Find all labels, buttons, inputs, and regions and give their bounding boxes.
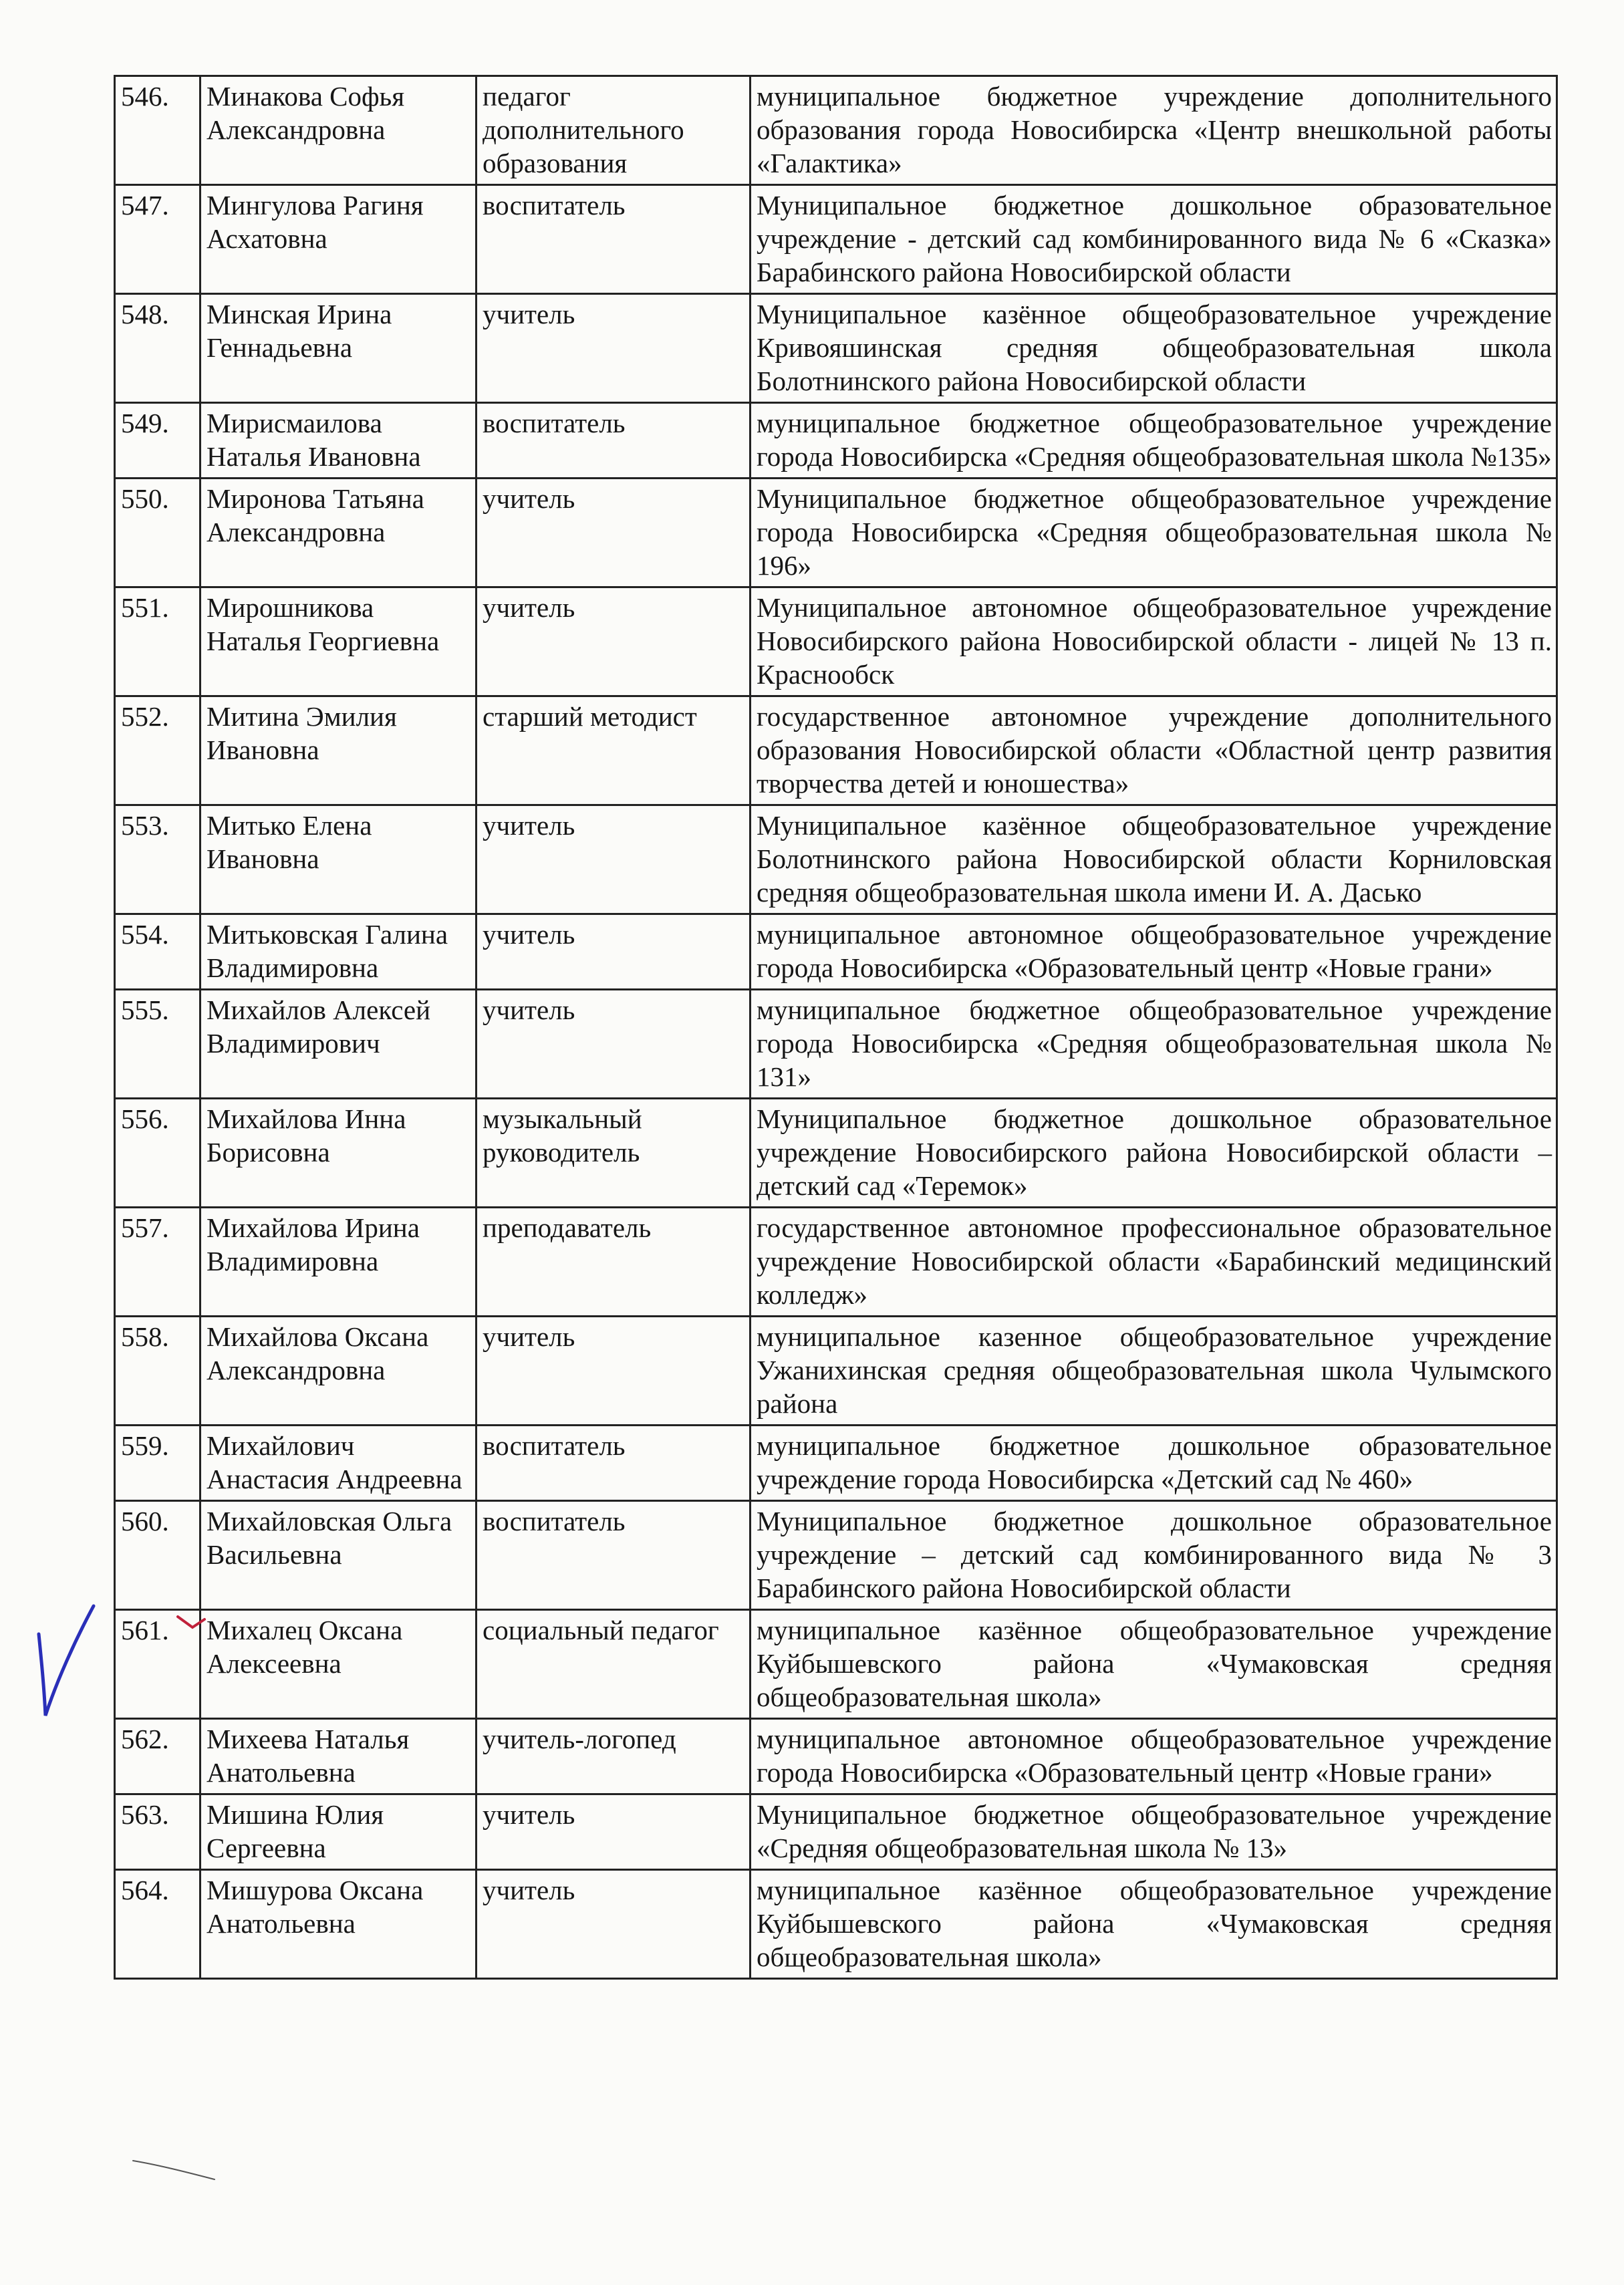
organization-cell: муниципальное автономное общеобразовательное учреждение города Новосибирска «Образовательный центр «Новые грани» — [751, 1719, 1557, 1794]
table-row — [115, 1317, 1557, 1426]
full-name-cell: Мишурова Оксана Анатольевна — [200, 1870, 477, 1979]
row-number-cell: 554. — [115, 914, 200, 990]
position-cell: учитель — [477, 914, 751, 990]
table-row — [115, 1208, 1557, 1317]
position-cell: старший методист — [477, 696, 751, 805]
row-number-cell: 555. — [115, 990, 200, 1099]
organization-cell: муниципальное бюджетное учреждение дополнительного образования города Новосибирска «Центр внешкольной работы «Галактика» — [751, 76, 1557, 185]
row-number-cell: 556. — [115, 1099, 200, 1208]
table-row — [115, 696, 1557, 805]
position-cell: воспитатель — [477, 1426, 751, 1501]
full-name-cell: Мингулова Рагиня Асхатовна — [200, 185, 477, 294]
table-row — [115, 587, 1557, 696]
organization-cell: муниципальное бюджетное общеобразовательное учреждение города Новосибирска «Средняя общеобразовательная школа № 131» — [751, 990, 1557, 1099]
full-name-cell: Михайлович Анастасия Андреевна — [200, 1426, 477, 1501]
row-number-cell: 563. — [115, 1794, 200, 1870]
organization-cell: государственное автономное учреждение дополнительного образования Новосибирской области «Областной центр развития творчества детей и юношества» — [751, 696, 1557, 805]
table-row — [115, 1794, 1557, 1870]
row-number-cell: 546. — [115, 76, 200, 185]
organization-cell: государственное автономное профессиональное образовательное учреждение Новосибирской области «Барабинский медицинский колледж» — [751, 1208, 1557, 1317]
handwritten-check-mark-icon — [27, 1601, 100, 1721]
full-name-cell: Митьковская Галина Владимировна — [200, 914, 477, 990]
organization-cell: Муниципальное автономное общеобразовательное учреждение Новосибирского района Новосибирской области - лицей № 13 п. Краснообск — [751, 587, 1557, 696]
position-cell: учитель-логопед — [477, 1719, 751, 1794]
full-name-cell: Минская Ирина Геннадьевна — [200, 294, 477, 403]
position-cell: воспитатель — [477, 185, 751, 294]
position-cell: учитель — [477, 990, 751, 1099]
table-row — [115, 805, 1557, 914]
staff-register-table — [114, 75, 1558, 1980]
organization-cell: муниципальное казённое общеобразовательное учреждение Куйбышевского района «Чумаковская средняя общеобразовательная школа» — [751, 1870, 1557, 1979]
position-cell: социальный педагог — [477, 1610, 751, 1719]
full-name-cell: Михайлова Инна Борисовна — [200, 1099, 477, 1208]
full-name-cell: Митько Елена Ивановна — [200, 805, 477, 914]
full-name-cell: Митина Эмилия Ивановна — [200, 696, 477, 805]
position-cell: преподаватель — [477, 1208, 751, 1317]
document-sheet — [114, 75, 1556, 1980]
position-cell: педагог дополнительного образования — [477, 76, 751, 185]
row-number-cell: 557. — [115, 1208, 200, 1317]
organization-cell: Муниципальное бюджетное общеобразовательное учреждение города Новосибирска «Средняя общеобразовательная школа № 196» — [751, 479, 1557, 587]
organization-cell: муниципальное казённое общеобразовательное учреждение Куйбышевского района «Чумаковская средняя общеобразовательная школа» — [751, 1610, 1557, 1719]
table-row — [115, 1426, 1557, 1501]
organization-cell: Муниципальное бюджетное дошкольное образовательное учреждение - детский сад комбинированного вида № 6 «Сказка» Барабинского района Новосибирской области — [751, 185, 1557, 294]
row-number-cell: 564. — [115, 1870, 200, 1979]
full-name-cell: Михайлов Алексей Владимирович — [200, 990, 477, 1099]
table-row — [115, 1610, 1557, 1719]
full-name-cell: Мирошникова Наталья Георгиевна — [200, 587, 477, 696]
position-cell: музыкальный руководитель — [477, 1099, 751, 1208]
full-name-cell: Михеева Наталья Анатольевна — [200, 1719, 477, 1794]
row-number-cell: 548. — [115, 294, 200, 403]
full-name-cell: Мирисмаилова Наталья Ивановна — [200, 403, 477, 479]
organization-cell: Муниципальное бюджетное общеобразовательное учреждение «Средняя общеобразовательная школа № 13» — [751, 1794, 1557, 1870]
table-row — [115, 1501, 1557, 1610]
row-number-cell: 553. — [115, 805, 200, 914]
full-name-cell: Михайлова Оксана Александровна — [200, 1317, 477, 1426]
row-number-cell: 551. — [115, 587, 200, 696]
organization-cell: Муниципальное бюджетное дошкольное образовательное учреждение – детский сад комбинированного вида № 3 Барабинского района Новосибирской области — [751, 1501, 1557, 1610]
full-name-cell: Михайлова Ирина Владимировна — [200, 1208, 477, 1317]
row-number-cell: 560. — [115, 1501, 200, 1610]
position-cell: учитель — [477, 1794, 751, 1870]
position-cell: воспитатель — [477, 403, 751, 479]
position-cell: учитель — [477, 1870, 751, 1979]
table-row — [115, 294, 1557, 403]
red-pen-tick-icon — [175, 1613, 209, 1633]
position-cell: воспитатель — [477, 1501, 751, 1610]
row-number-cell: 549. — [115, 403, 200, 479]
row-number-cell: 561. — [115, 1610, 200, 1719]
row-number-cell: 558. — [115, 1317, 200, 1426]
organization-cell: муниципальное бюджетное общеобразовательное учреждение города Новосибирска «Средняя общеобразовательная школа №135» — [751, 403, 1557, 479]
position-cell: учитель — [477, 294, 751, 403]
position-cell: учитель — [477, 479, 751, 587]
organization-cell: муниципальное автономное общеобразовательное учреждение города Новосибирска «Образовательный центр «Новые грани» — [751, 914, 1557, 990]
row-number-cell: 559. — [115, 1426, 200, 1501]
table-row — [115, 914, 1557, 990]
organization-cell: муниципальное бюджетное дошкольное образовательное учреждение города Новосибирска «Детский сад № 460» — [751, 1426, 1557, 1501]
table-row — [115, 1099, 1557, 1208]
row-number-cell: 552. — [115, 696, 200, 805]
row-number-cell: 550. — [115, 479, 200, 587]
position-cell: учитель — [477, 587, 751, 696]
full-name-cell: Михалец Оксана Алексеевна — [200, 1610, 477, 1719]
pen-scratch-mark-icon — [130, 2155, 217, 2182]
row-number-cell: 562. — [115, 1719, 200, 1794]
organization-cell: Муниципальное казённое общеобразовательное учреждение Болотнинского района Новосибирской области Корниловская средняя общеобразовательная школа имени И. А. Дасько — [751, 805, 1557, 914]
position-cell: учитель — [477, 805, 751, 914]
full-name-cell: Мишина Юлия Сергеевна — [200, 1794, 477, 1870]
position-cell: учитель — [477, 1317, 751, 1426]
table-row — [115, 1870, 1557, 1979]
organization-cell: Муниципальное бюджетное дошкольное образовательное учреждение Новосибирского района Новосибирской области – детский сад «Теремок» — [751, 1099, 1557, 1208]
table-row — [115, 185, 1557, 294]
organization-cell: муниципальное казенное общеобразовательное учреждение Ужанихинская средняя общеобразовательная школа Чулымского района — [751, 1317, 1557, 1426]
table-row — [115, 479, 1557, 587]
table-row — [115, 990, 1557, 1099]
table-row — [115, 1719, 1557, 1794]
table-row — [115, 76, 1557, 185]
organization-cell: Муниципальное казённое общеобразовательное учреждение Кривояшинская средняя общеобразовательная школа Болотнинского района Новосибирской области — [751, 294, 1557, 403]
table-body — [115, 76, 1557, 1979]
full-name-cell: Михайловская Ольга Васильевна — [200, 1501, 477, 1610]
table-row — [115, 403, 1557, 479]
full-name-cell: Минакова Софья Александровна — [200, 76, 477, 185]
full-name-cell: Миронова Татьяна Александровна — [200, 479, 477, 587]
row-number-cell: 547. — [115, 185, 200, 294]
